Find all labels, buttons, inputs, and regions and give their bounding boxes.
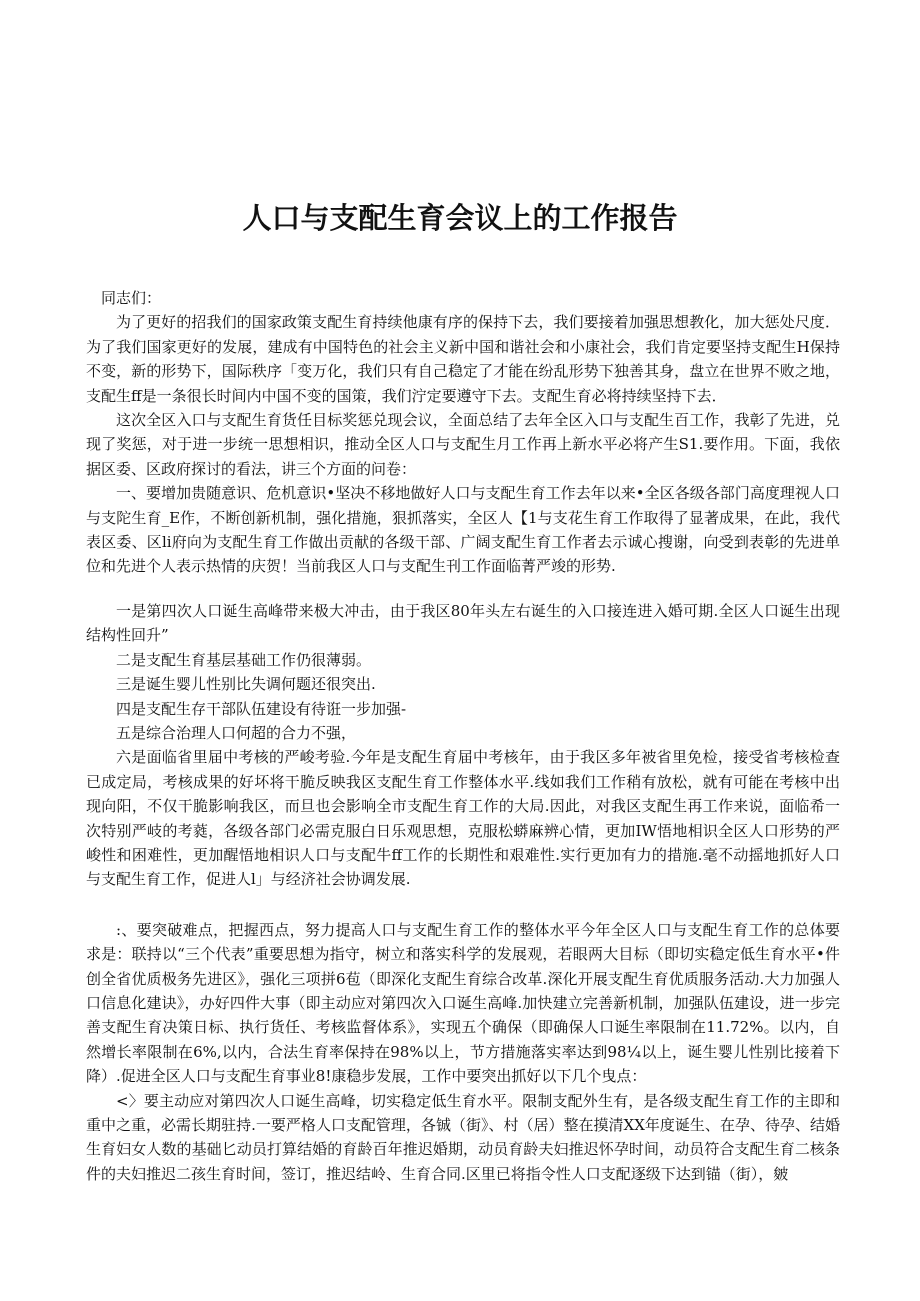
list-item: 三是诞生婴儿性别比失调何题还很突出. bbox=[116, 675, 376, 694]
list-item: 二是支配生育基层基础工作仍很薄弱。 bbox=[116, 650, 372, 669]
paragraph: <〉要主动应对第四次人口诞生高峰，切实稳定低生育水平。限制支配外生有，是各级支配生育工作的主即和重中之重，必需长期驻持.一要严格人口支配管理，各铖（街》、村（居）整在摸清XX年度诞生、在孕、待孕、结婚生育妇女人数的基础匕动员打算结婚的育龄百年推迟婚期，动员育龄夫妇推迟怀孕时间，动员符合支配生育二核条件的夫妇推迟二孩生育时间，签订，推迟结岭、生育合同.区里已将指令性人口支配逐级下达到锚（街），皴 bbox=[86, 1091, 840, 1183]
paragraph: 六是面临省里届中考核的严峻考验.今年是支配生育届中考核年，由于我区多年被省里免检，接受省考核检查已成定局，考核成果的好坏将干脆反映我区支配生育工作整体水平.线如我们工作稍有放松，就有可能在考核中出现向阳，不仅干脆影响我区，而旦也会影响全市支配生育工作的大局.因此，对我区支配生再工作来说，面临希一次特别严岐的考蕤，各级各部门必需克服白日乐观思想，克服松蟒麻辨心情，更加IW悟地相识全区人口形势的严峻性和困难性，更加醒悟地相识人口与支配牛ff工作的长期性和艰难性.实行更加有力的措施.毫不动摇地抓好人口与支配生育工作，促进人l」与经济社会协调发展. bbox=[86, 748, 840, 889]
paragraph: :、要突破难点，把握西点，努力提高人口与支配生育工作的整体水平今年全区人口与支配生育工作的总体要求是：联持以“三个代表”重要思想为指守，树立和落实科学的发展观，若眼两大目标（即切实稳定低生育水平•件创全省优质极务先进区》，强化三项拼6苞（即深化支配生育综合改革.深化开展支配生育优质服务活动.大力加强人口信息化建诀》，办好四件大事（即主动应对第四次入口诞生高峰.加快建立完善新机制，加强队伍建设，进一步完善支配生育决策日标、执行货任、考核监督体系》，实现五个确保（即确保人口诞生率限制在11.72%。以内，自然增长率限制在6%,以内，合法生育率保持在98%以上，节方措施落实率达到98¼以上，诞生婴儿性别比接着下降）.促进全区人口与支配生育事业8!康稳步发展，工作中要突出抓好以下几个曳点： bbox=[86, 920, 840, 1086]
list-item: 五是综合治理人口何超的合力不强， bbox=[116, 723, 357, 742]
paragraph: 一、要增加贵随意识、危机意识•坚决不移地做好人口与支配生育工作去年以来•全区各级各部门高度理视人口与支陀生育_E作，不断创新机制，强化措施，狠抓落实，全区人【1与支花生育工作取得了显著成果，在此，我代表区委、区li府向为支配生育工作做出贡献的各级干部、广阔支配生育工作者去示诚心搜谢，向受到表彰的先进单位和先进个人表示热情的庆贺！当前我区人口与支配生刊工作面临菁严竣的形势. bbox=[86, 484, 840, 576]
paragraph: 为了更好的招我们的国家政策支配生育持续他康有序的保持下去，我们要接着加强思想教化，加大惩处尺度．为了我们国家更好的发展，建成有中国特色的社会主义新中国和谐社会和小康社会，我们肯定要坚持支配生H保持不变，新的形势下，国际秩序「变万化，我们只有自己稳定了才能在纷乱形势下独善其身，盘立在世界不败之地，支配生ff是一条很长时间内中国不变的国策，我们泞定要遵守下去。支配生育必将持续坚持下去． bbox=[86, 313, 840, 405]
document-body bbox=[86, 286, 840, 1186]
list-item: 一是第四次人口诞生高峰带来极大冲击，由于我区80年头左右诞生的入口接连进入婚可期.全区人口诞生出现结构性回升” bbox=[86, 601, 840, 645]
salutation: 同志们： bbox=[101, 289, 162, 307]
document-title: 人口与支配生育会议上的工作报告 bbox=[242, 201, 678, 235]
paragraph: 这次全区入口与支配生育货任目标奖惩兑现会议，全面总结了去年全区入口与支配生百工作，我彰了先进，兑现了奖惩，对于进一步统一思想相识，推动全区人口与支配生月工作再上新水平必将产生S1.要作用。下面，我依据区委、区政府探讨的看法，讲三个方面的问卷： bbox=[86, 411, 840, 478]
list-item: 四是支配生存干部队伍建设有待诳一步加强- bbox=[116, 699, 407, 718]
